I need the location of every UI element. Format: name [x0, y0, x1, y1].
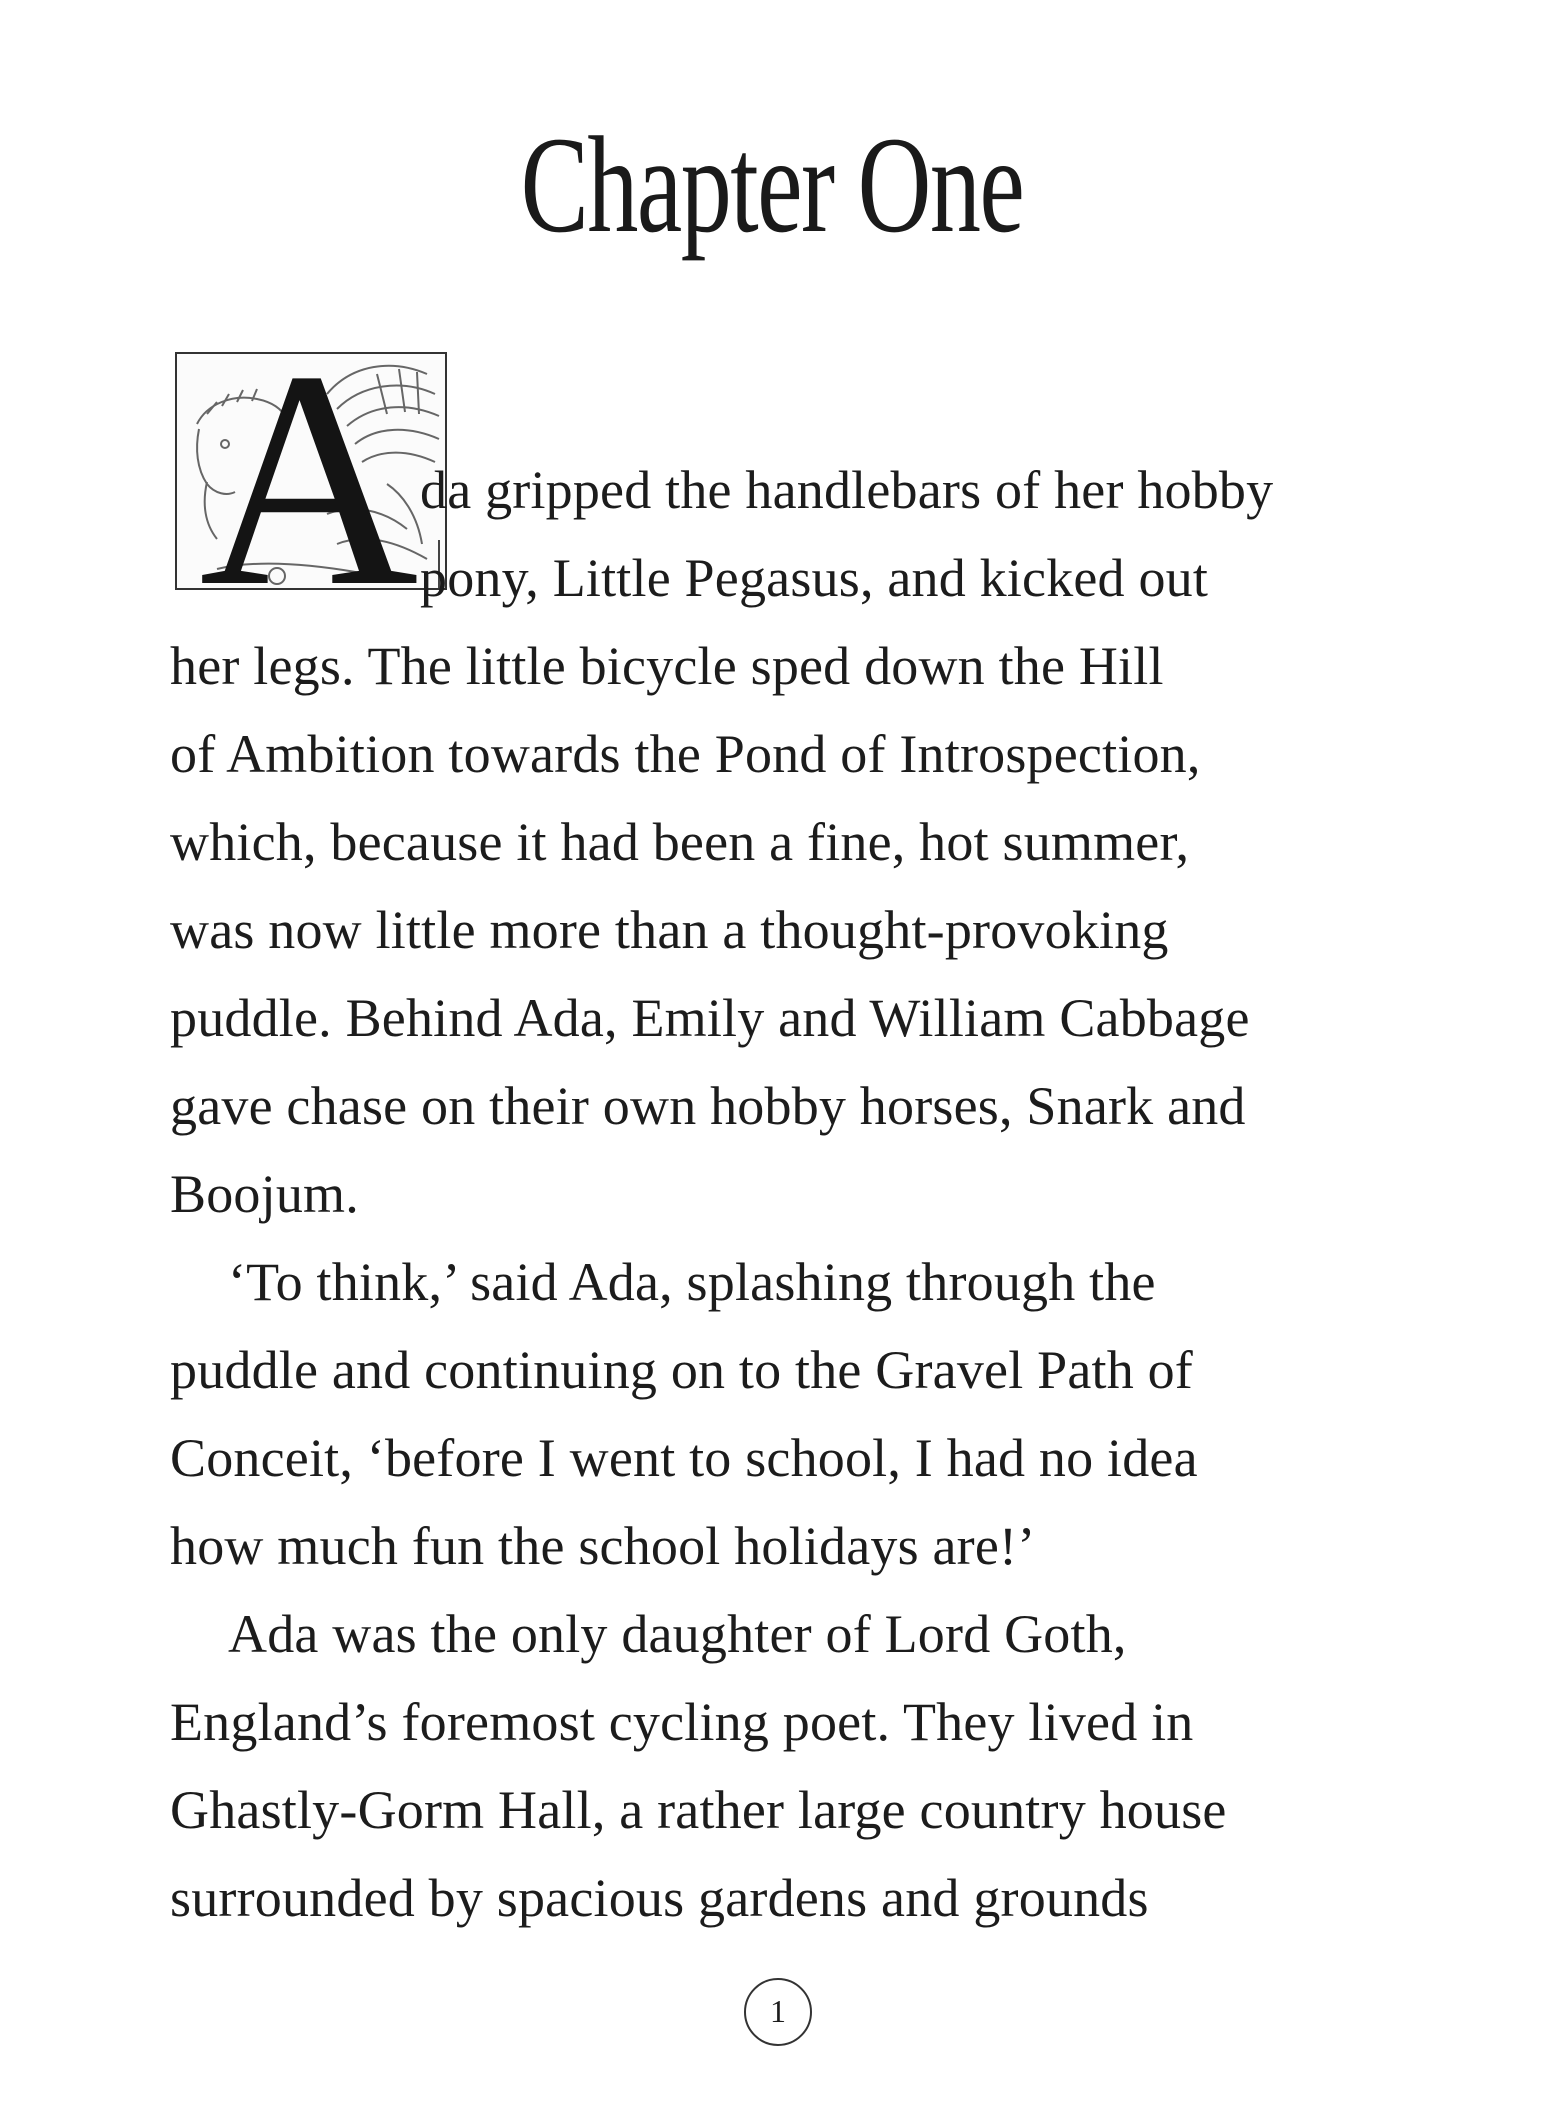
paragraph-line: ‘To think,’ said Ada, splashing through the	[228, 1252, 1156, 1312]
paragraph-line: puddle. Behind Ada, Emily and William Cabbage	[170, 988, 1250, 1048]
paragraph-line: which, because it had been a fine, hot summer,	[170, 812, 1190, 872]
paragraph-line: Ghastly-Gorm Hall, a rather large country house	[170, 1780, 1227, 1840]
paragraph-line: was now little more than a thought-provoking	[170, 900, 1169, 960]
paragraph-line: pony, Little Pegasus, and kicked out	[420, 548, 1209, 608]
paragraph-line: of Ambition towards the Pond of Introspection,	[170, 724, 1201, 784]
paragraph-line: how much fun the school holidays are!’	[170, 1516, 1036, 1576]
page-number: 1	[744, 1978, 812, 2046]
paragraph-line: puddle and continuing on to the Gravel Path of	[170, 1340, 1193, 1400]
paragraph-line: her legs. The little bicycle sped down the Hill	[170, 636, 1164, 696]
paragraph-line: da gripped the handlebars of her hobby	[420, 460, 1274, 520]
paragraph-line: Ada was the only daughter of Lord Goth,	[228, 1604, 1127, 1664]
drop-cap-illustration	[175, 352, 447, 590]
paragraph-line: Boojum.	[170, 1164, 359, 1224]
drop-cap-letter: A	[199, 352, 419, 590]
paragraph-line: surrounded by spacious gardens and grounds	[170, 1868, 1149, 1928]
paragraph-line: gave chase on their own hobby horses, Snark and	[170, 1076, 1246, 1136]
paragraph-line: Conceit, ‘before I went to school, I had no idea	[170, 1428, 1198, 1488]
chapter-title: Chapter One	[520, 108, 1024, 261]
paragraph-line: England’s foremost cycling poet. They lived in	[170, 1692, 1194, 1752]
